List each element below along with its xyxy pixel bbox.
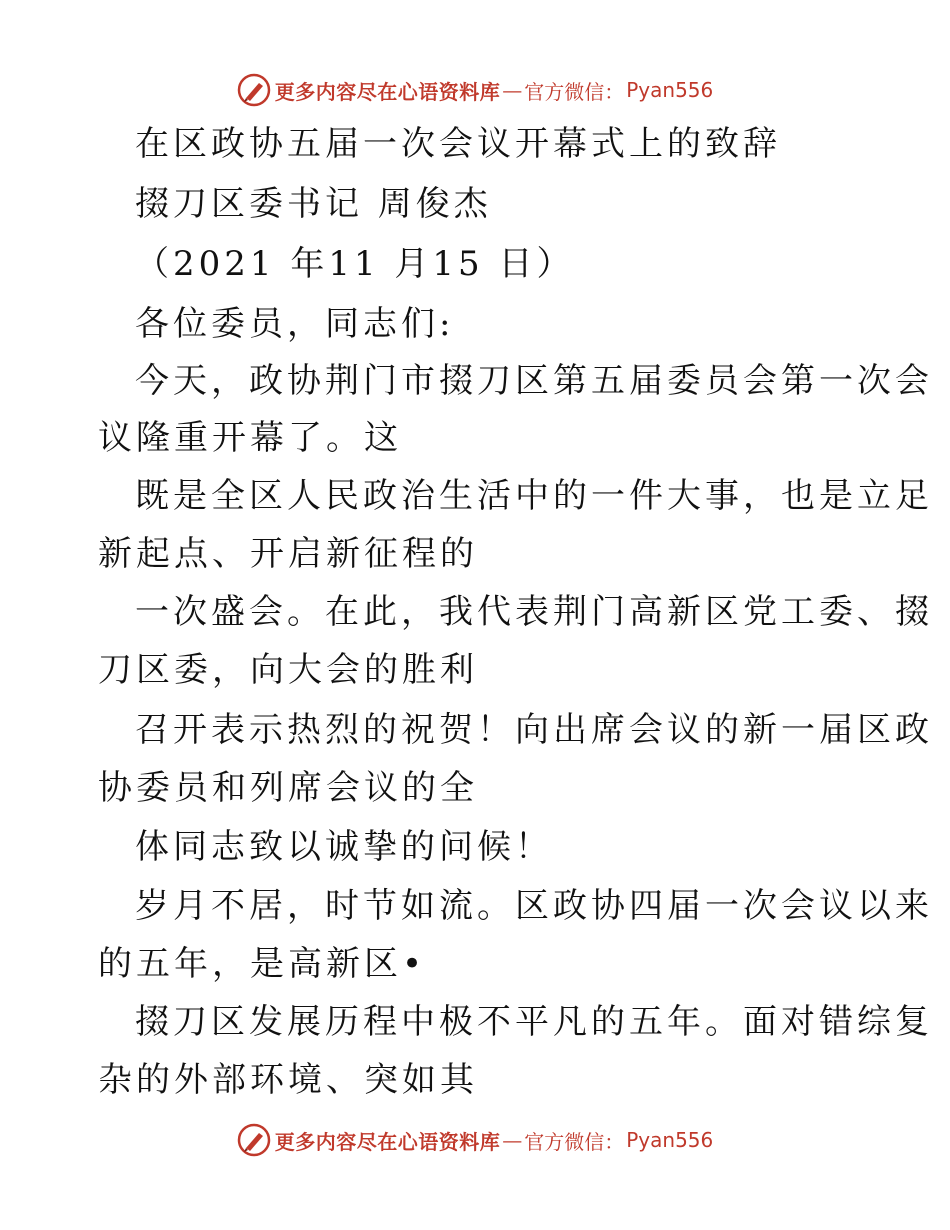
document-date: （2021 年11 月15 日） bbox=[135, 244, 575, 284]
footer-watermark bbox=[0, 1120, 950, 1160]
paragraph-line: 掇刀区发展历程中极不平凡的五年。面对错综复 bbox=[135, 1002, 933, 1042]
watermark-text: 更多内容尽在心语资料库 bbox=[274, 79, 501, 104]
paragraph-line: 一次盛会。在此，我代表荆门高新区党工委、掇 bbox=[135, 592, 933, 632]
paragraph-line: 协委员和列席会议的全 bbox=[98, 768, 478, 808]
watermark-official-label: 官方微信： bbox=[524, 1129, 625, 1154]
watermark-wechat-id: Pyan556 bbox=[626, 78, 714, 102]
paragraph-line: 议隆重开幕了。这 bbox=[98, 418, 402, 458]
paragraph-line: 新起点、开启新征程的 bbox=[98, 534, 478, 574]
document-title: 在区政协五届一次会议开幕式上的致辞 bbox=[135, 124, 781, 164]
watermark-dash: — bbox=[502, 78, 523, 102]
paragraph-line: 今天，政协荆门市掇刀区第五届委员会第一次会 bbox=[135, 361, 933, 401]
watermark-official-label: 官方微信： bbox=[524, 79, 625, 104]
document-salutation: 各位委员，同志们: bbox=[135, 304, 455, 344]
paragraph-line: 的五年，是高新区• bbox=[98, 944, 427, 984]
paragraph-line: 岁月不居，时节如流。区政协四届一次会议以来 bbox=[135, 886, 933, 926]
paragraph-line: 既是全区人民政治生活中的一件大事，也是立足 bbox=[135, 476, 933, 516]
watermark-wechat-id: Pyan556 bbox=[626, 1128, 714, 1152]
document-author: 掇刀区委书记 周俊杰 bbox=[135, 184, 492, 224]
paragraph-line: 杂的外部环境、突如其 bbox=[98, 1060, 478, 1100]
header-watermark bbox=[0, 70, 950, 110]
paragraph-line: 刀区委，向大会的胜利 bbox=[98, 650, 478, 690]
watermark-dash: — bbox=[502, 1128, 523, 1152]
watermark-text: 更多内容尽在心语资料库 bbox=[274, 1129, 501, 1154]
pen-logo-icon bbox=[237, 1123, 271, 1157]
paragraph-line: 召开表示热烈的祝贺！向出席会议的新一届区政 bbox=[135, 710, 933, 750]
pen-logo-icon bbox=[237, 73, 271, 107]
paragraph-line: 体同志致以诚挚的问候！ bbox=[135, 827, 553, 867]
